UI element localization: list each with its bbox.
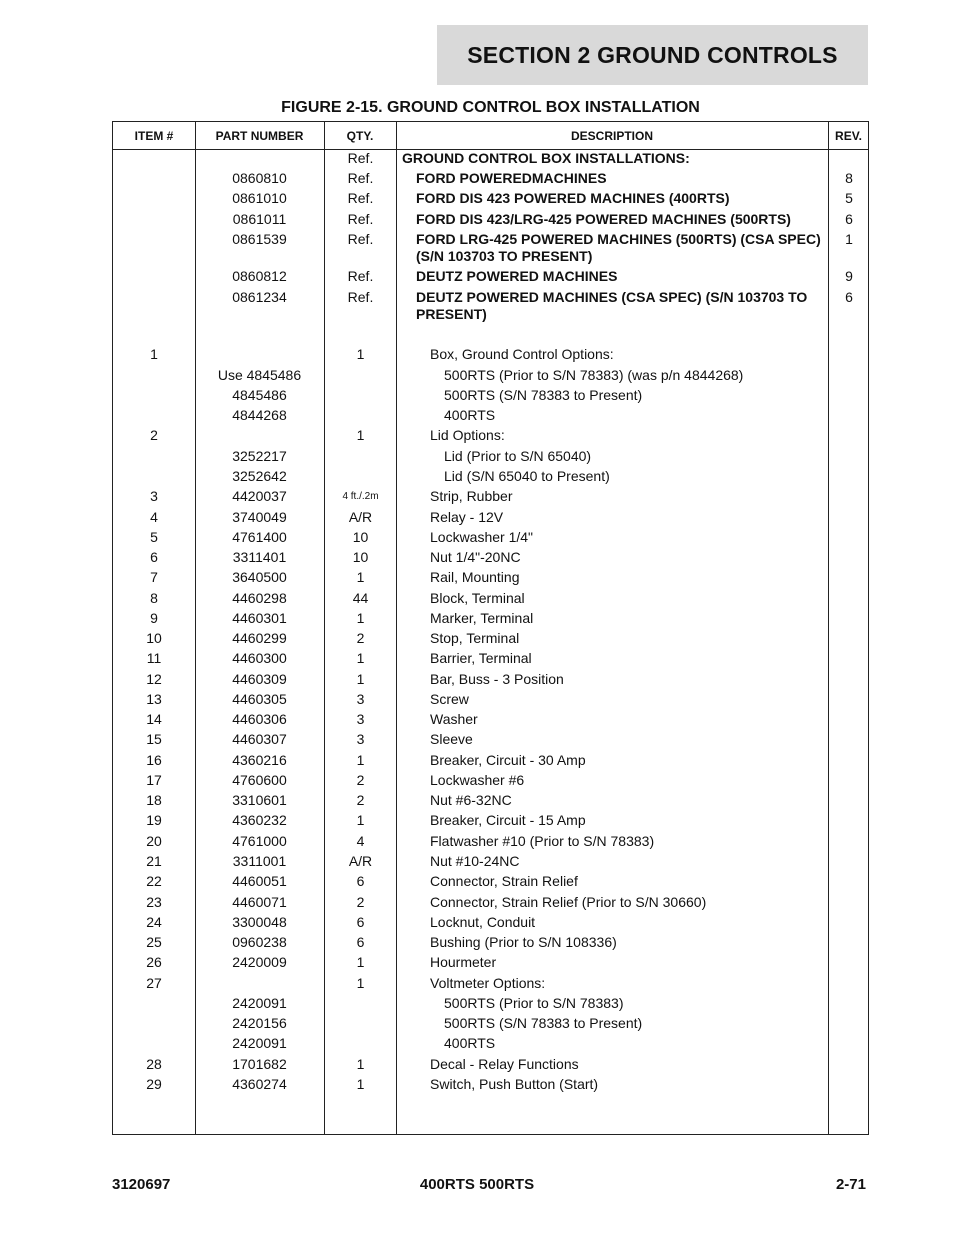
part-number: 4460301 xyxy=(232,610,287,626)
part-number: 0960238 xyxy=(232,934,287,950)
quantity: 1 xyxy=(356,975,365,991)
quantity: 2 xyxy=(356,894,365,910)
description: Connector, Strain Relief (Prior to S/N 30660) xyxy=(430,894,707,910)
header-part-number: PART NUMBER xyxy=(215,128,304,143)
quantity: 10 xyxy=(352,549,369,565)
description: DEUTZ POWERED MACHINES (CSA SPEC) (S/N 103703 TO PRESENT) xyxy=(416,289,808,322)
item-number: 13 xyxy=(146,691,162,707)
item-number: 15 xyxy=(146,731,162,747)
item-number: 24 xyxy=(146,914,162,930)
part-number: 4460306 xyxy=(232,711,287,727)
quantity: Ref. xyxy=(347,231,374,247)
part-number: 2420009 xyxy=(232,954,287,970)
description: Lid Options: xyxy=(430,427,505,443)
part-number: 2420091 xyxy=(232,1035,287,1051)
part-number: 3252217 xyxy=(232,448,287,464)
part-number: 3311001 xyxy=(232,853,287,869)
description: Block, Terminal xyxy=(430,590,525,606)
part-number: 0861539 xyxy=(232,231,287,247)
quantity: 6 xyxy=(356,914,365,930)
part-number: 4761000 xyxy=(232,833,287,849)
description: Bushing (Prior to S/N 108336) xyxy=(430,934,617,950)
part-number: 4460305 xyxy=(232,691,287,707)
quantity: 1 xyxy=(356,671,365,687)
quantity: 44 xyxy=(352,590,369,606)
quantity: 3 xyxy=(356,731,365,747)
item-number: 17 xyxy=(146,772,162,788)
description: Breaker, Circuit - 15 Amp xyxy=(430,812,586,828)
description: FORD DIS 423/LRG-425 POWERED MACHINES (500RTS) xyxy=(416,211,791,227)
item-number: 3 xyxy=(150,488,158,504)
footer-page-number: 2-71 xyxy=(835,1176,866,1193)
item-number: 25 xyxy=(146,934,162,950)
description: Relay - 12V xyxy=(430,509,504,525)
quantity: 6 xyxy=(356,934,365,950)
description: Connector, Strain Relief xyxy=(430,873,578,889)
part-number: 4460309 xyxy=(232,671,287,687)
part-number: 4844268 xyxy=(232,407,287,423)
parts-table xyxy=(112,121,869,1135)
item-number: 2 xyxy=(150,427,158,443)
item-number: 9 xyxy=(150,610,158,626)
description: DEUTZ POWERED MACHINES xyxy=(416,268,618,284)
part-number: 4460300 xyxy=(232,650,287,666)
item-number: 18 xyxy=(146,792,162,808)
description: Marker, Terminal xyxy=(430,610,534,626)
quantity: 3 xyxy=(356,691,365,707)
description: Flatwasher #10 (Prior to S/N 78383) xyxy=(430,833,655,849)
quantity: 1 xyxy=(356,954,365,970)
part-number: 4360216 xyxy=(232,752,287,768)
part-number: 4460298 xyxy=(232,590,287,606)
part-number: 3300048 xyxy=(232,914,287,930)
description: Screw xyxy=(430,691,469,707)
part-number: 4845486 xyxy=(232,387,287,403)
part-number: 0860810 xyxy=(232,170,287,186)
quantity: 1 xyxy=(356,427,365,443)
quantity: 1 xyxy=(356,812,365,828)
header-rev: REV. xyxy=(835,128,862,143)
quantity: Ref. xyxy=(347,190,374,206)
description: 500RTS (S/N 78383 to Present) xyxy=(444,1015,643,1031)
part-number: 0860812 xyxy=(232,268,287,284)
section-header: SECTION 2 GROUND CONTROLS xyxy=(437,25,868,85)
description: Rail, Mounting xyxy=(430,569,520,585)
part-number: Use 4845486 xyxy=(217,367,302,383)
description: Nut #10-24NC xyxy=(430,853,520,869)
header-item: ITEM # xyxy=(134,128,174,143)
quantity: 1 xyxy=(356,346,365,362)
quantity: 1 xyxy=(356,650,365,666)
description: Switch, Push Button (Start) xyxy=(430,1076,599,1092)
part-number: 4460299 xyxy=(232,630,287,646)
description: 500RTS (Prior to S/N 78383) (was p/n 4844268) xyxy=(444,367,744,383)
description: 500RTS (S/N 78383 to Present) xyxy=(444,387,643,403)
revision: 5 xyxy=(845,190,853,206)
item-number: 10 xyxy=(146,630,162,646)
quantity: 1 xyxy=(356,569,365,585)
part-number: 4460071 xyxy=(232,894,287,910)
description: Decal - Relay Functions xyxy=(430,1056,579,1072)
item-number: 16 xyxy=(146,752,162,768)
description: Lockwasher 1/4" xyxy=(430,529,534,545)
description: Lid (Prior to S/N 65040) xyxy=(444,448,592,464)
description: 400RTS xyxy=(444,407,496,423)
quantity: 10 xyxy=(352,529,369,545)
item-number: 7 xyxy=(150,569,158,585)
part-number: 2420091 xyxy=(232,995,287,1011)
quantity: Ref. xyxy=(347,150,374,166)
description: Locknut, Conduit xyxy=(430,914,536,930)
item-number: 20 xyxy=(146,833,162,849)
quantity: 1 xyxy=(356,752,365,768)
header-description: DESCRIPTION xyxy=(570,128,653,143)
description: Bar, Buss - 3 Position xyxy=(430,671,564,687)
description: FORD POWEREDMACHINES xyxy=(416,170,607,186)
description: FORD LRG-425 POWERED MACHINES (500RTS) (CSA SPEC) (S/N 103703 TO PRESENT) xyxy=(416,231,821,264)
part-number: 3640500 xyxy=(232,569,287,585)
part-number: 4360232 xyxy=(232,812,287,828)
quantity: 2 xyxy=(356,772,365,788)
description: Sleeve xyxy=(430,731,473,747)
item-number: 8 xyxy=(150,590,158,606)
part-number: 4460307 xyxy=(232,731,287,747)
revision: 9 xyxy=(845,268,853,284)
item-number: 4 xyxy=(150,509,158,525)
quantity: 2 xyxy=(356,630,365,646)
part-number: 4420037 xyxy=(232,488,287,504)
description: Nut #6-32NC xyxy=(430,792,512,808)
item-number: 11 xyxy=(146,650,162,666)
item-number: 22 xyxy=(146,873,162,889)
item-number: 27 xyxy=(146,975,162,991)
part-number: 3740049 xyxy=(232,509,287,525)
figure-title: FIGURE 2-15. GROUND CONTROL BOX INSTALLATION xyxy=(281,99,700,116)
quantity: 3 xyxy=(356,711,365,727)
part-number: 3311401 xyxy=(232,549,287,565)
description: 500RTS (Prior to S/N 78383) xyxy=(444,995,624,1011)
description: Lockwasher #6 xyxy=(430,772,525,788)
item-number: 5 xyxy=(150,529,158,545)
description: GROUND CONTROL BOX INSTALLATIONS: xyxy=(402,150,690,166)
item-number: 23 xyxy=(146,894,162,910)
item-number: 6 xyxy=(150,549,158,565)
description: Box, Ground Control Options: xyxy=(430,346,614,362)
revision: 1 xyxy=(845,231,853,247)
description: Barrier, Terminal xyxy=(430,650,532,666)
description: Nut 1/4"-20NC xyxy=(430,549,521,565)
revision: 8 xyxy=(845,170,853,186)
quantity: 6 xyxy=(356,873,365,889)
footer-doc-number: 3120697 xyxy=(112,1176,171,1193)
footer-model: 400RTS 500RTS xyxy=(419,1176,535,1193)
quantity: Ref. xyxy=(347,268,374,284)
quantity: 1 xyxy=(356,610,365,626)
quantity: 1 xyxy=(356,1056,365,1072)
description: Lid (S/N 65040 to Present) xyxy=(444,468,610,484)
quantity: 2 xyxy=(356,792,365,808)
item-number: 12 xyxy=(146,671,162,687)
part-number: 4460051 xyxy=(232,873,287,889)
part-number: 4360274 xyxy=(232,1076,287,1092)
quantity: A/R xyxy=(348,853,373,869)
part-number: 3310601 xyxy=(232,792,287,808)
part-number: 4760600 xyxy=(232,772,287,788)
description: Strip, Rubber xyxy=(430,488,513,504)
description: Stop, Terminal xyxy=(430,630,520,646)
quantity: A/R xyxy=(348,509,373,525)
item-number: 29 xyxy=(146,1076,162,1092)
description: Breaker, Circuit - 30 Amp xyxy=(430,752,586,768)
header-qty: QTY. xyxy=(346,128,374,143)
part-number: 1701682 xyxy=(232,1056,287,1072)
quantity: Ref. xyxy=(347,211,374,227)
description: Hourmeter xyxy=(430,954,497,970)
description: Washer xyxy=(430,711,478,727)
description: Voltmeter Options: xyxy=(430,975,546,991)
revision: 6 xyxy=(845,289,853,305)
quantity: 4 ft./.2m xyxy=(342,491,379,502)
part-number: 0861011 xyxy=(232,211,287,227)
part-number: 3252642 xyxy=(232,468,287,484)
item-number: 28 xyxy=(146,1056,162,1072)
description: 400RTS xyxy=(444,1035,496,1051)
part-number: 0861234 xyxy=(232,289,287,305)
quantity: 1 xyxy=(356,1076,365,1092)
item-number: 19 xyxy=(146,812,162,828)
quantity: Ref. xyxy=(347,289,374,305)
quantity: 4 xyxy=(356,833,365,849)
item-number: 14 xyxy=(146,711,162,727)
revision: 6 xyxy=(845,211,853,227)
column-divider xyxy=(396,122,397,1134)
description: FORD DIS 423 POWERED MACHINES (400RTS) xyxy=(416,190,730,206)
item-number: 21 xyxy=(146,853,162,869)
part-number: 2420156 xyxy=(232,1015,287,1031)
item-number: 26 xyxy=(146,954,162,970)
quantity: Ref. xyxy=(347,170,374,186)
part-number: 4761400 xyxy=(232,529,287,545)
item-number: 1 xyxy=(150,346,158,362)
part-number: 0861010 xyxy=(232,190,287,206)
